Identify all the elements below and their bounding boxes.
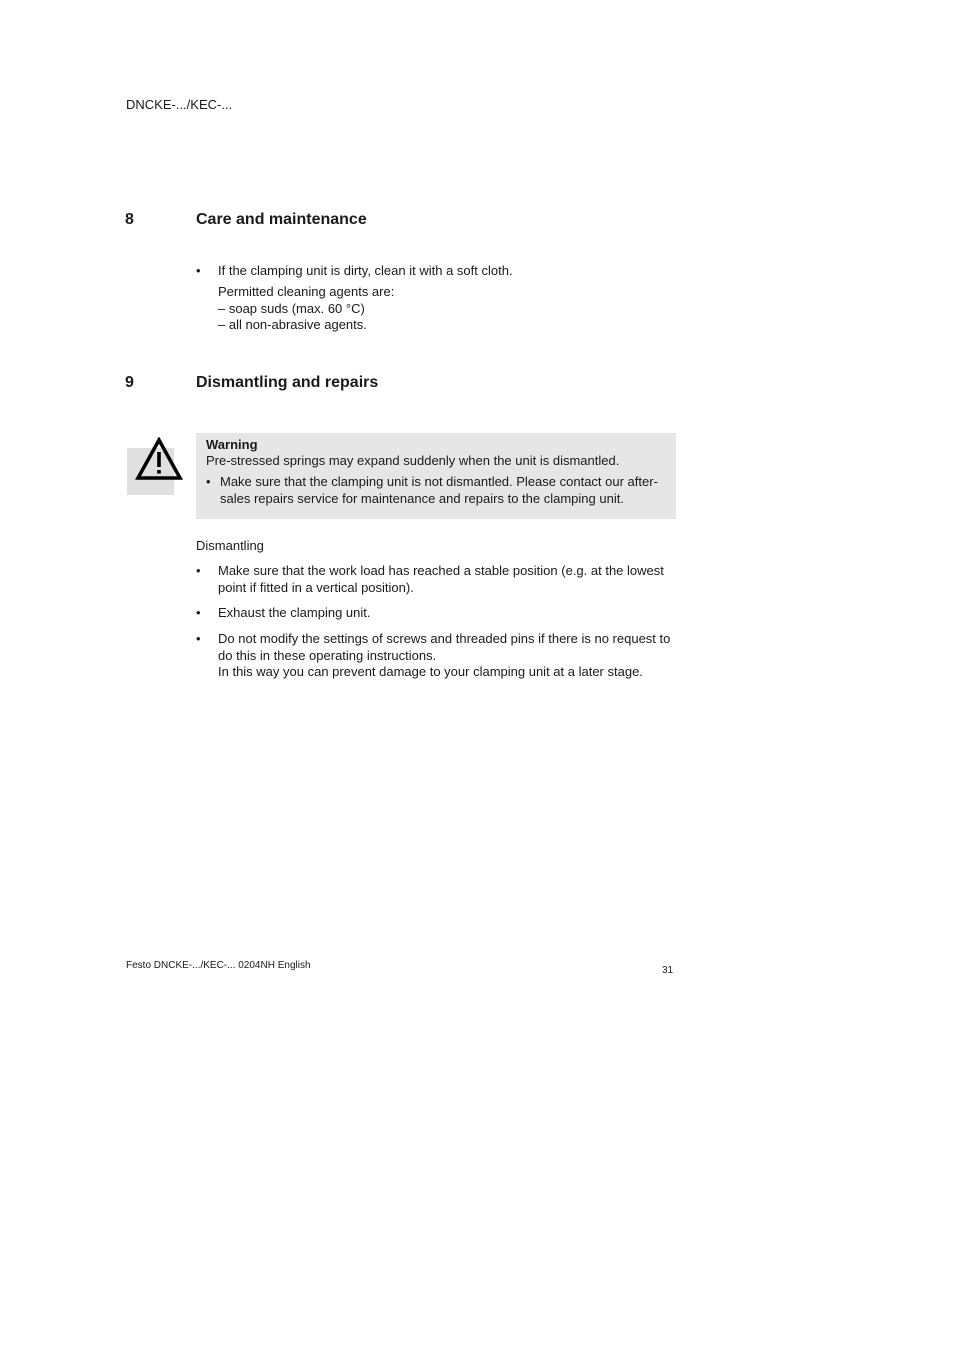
warning-bullet-item [220, 474, 672, 507]
page-number: 31 [662, 965, 674, 976]
warning-triangle-icon [135, 437, 183, 481]
list-item [218, 563, 680, 596]
bullet-marker: • [196, 563, 201, 578]
bullet-marker: • [196, 631, 201, 646]
text-line: sales repairs service for maintenance and repairs to the clamping unit. [220, 490, 624, 506]
list-item [218, 631, 680, 681]
bullet-marker: • [196, 263, 201, 278]
warning-text: Pre-stressed springs may expand suddenly when the unit is dismantled. [206, 453, 620, 468]
text-line: Make sure that the work load has reached a stable position (e.g. at the lowest [218, 563, 664, 578]
cleaning-agent-item: – soap suds (max. 60 °C) [218, 300, 365, 316]
cleaning-agents-intro: Permitted cleaning agents are: [218, 284, 395, 299]
list-item [218, 605, 680, 622]
text-line: Make sure that the clamping unit is not dismantled. Please contact our after- [220, 474, 658, 489]
footer-document-info: Festo DNCKE-.../KEC-... 0204NH English [126, 960, 311, 971]
bullet-marker: • [196, 605, 201, 620]
section-title: Dismantling and repairs [196, 374, 379, 391]
bullet-marker: • [206, 474, 211, 489]
subheading-dismantling: Dismantling [196, 538, 264, 553]
section-number: 8 [125, 211, 134, 228]
text-line: In this way you can prevent damage to your clamping unit at a later stage. [218, 664, 643, 679]
document-code-header: DNCKE-.../KEC-... [126, 97, 233, 112]
text-line: point if fitted in a vertical position). [218, 579, 414, 595]
section-number: 9 [125, 374, 134, 391]
list-item: If the clamping unit is dirty, clean it with a soft cloth. [218, 263, 513, 278]
cleaning-agent-item: – all non-abrasive agents. [218, 317, 367, 332]
text-line: Exhaust the clamping unit. [218, 605, 371, 620]
warning-title: Warning [206, 437, 258, 452]
text-line: Do not modify the settings of screws and threaded pins if there is no request to [218, 631, 671, 646]
section-title: Care and maintenance [196, 211, 367, 228]
text-line: do this in these operating instructions. [218, 647, 437, 663]
cleaning-agents-block [218, 284, 394, 334]
